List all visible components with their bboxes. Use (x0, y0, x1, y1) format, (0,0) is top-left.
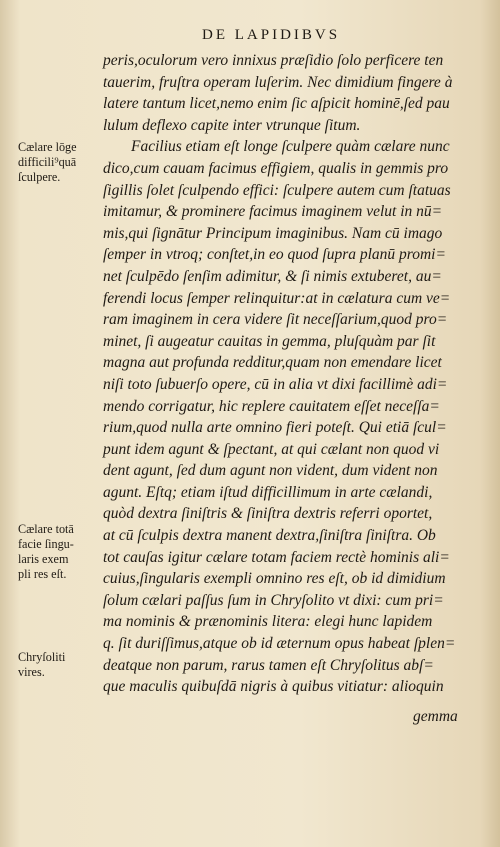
margin-note-line: ſculpere. (18, 170, 61, 184)
margin-note-line: Cælare lōge (18, 140, 77, 154)
text-line: Facilius etiam eſt longe ſculpere quàm cælare nunc (131, 138, 450, 156)
text-line: mendo corrigatur, hic replere cauitatem eſſet neceſſa= (103, 397, 440, 415)
text-line: tot cauſas igitur cælare totam faciem rectè hominis ali= (103, 548, 450, 566)
text-line: net ſculpēdo ſenſim adimitur, & ſi nimis extuberet, au= (103, 267, 442, 285)
running-head: DE LAPIDIBVS (202, 27, 341, 43)
text-line: dent agunt, ſed dum agunt non vident, dum vident non (103, 462, 438, 480)
text-line: mis,qui ſignātur Principum imaginibus. Nam cū imago (103, 224, 443, 242)
margin-note-caelare-longe (18, 140, 102, 185)
text-line: imitamur, & prominere facimus imaginem velut in nū= (103, 203, 443, 221)
text-line: minet, ſi augeatur cauitas in gemma, pluſquàm par ſit (103, 332, 436, 350)
text-line: cuius,ſingularis exempli omnino res eſt, ob id dimidium (103, 570, 446, 588)
margin-note-line: vires. (18, 665, 45, 679)
margin-note-caelare-totam (18, 522, 102, 582)
text-line: dico,cum cauam facimus effigiem, qualis in gemmis pro (103, 159, 449, 177)
text-line: tauerim, fruſtra operam luſerim. Nec dimidium fingere à (103, 73, 453, 91)
text-line: ferendi locus ſemper relinquitur:at in cælatura cum ve= (103, 289, 451, 307)
text-line: quòd dextra ſiniſtris & ſiniſtra dextris referri oportet, (103, 505, 433, 523)
text-line: niſi toto ſubuerſo opere, cū in alia vt dixi facillimè adi= (103, 375, 448, 393)
text-line: ſemper in vtroq; conſtet,in eo quod ſupra planū promi= (103, 246, 446, 264)
text-line: lulum deflexo capite inter vtrunque ſitum. (103, 116, 361, 134)
text-line: q. ſit duriſſimus,atque ob id æternum opus habeat ſplen= (103, 635, 456, 653)
text-line: ma nominis & prænominis litera: elegi hunc lapidem (103, 613, 433, 631)
main-text-block (103, 50, 475, 698)
catchword: gemma (413, 708, 458, 725)
margin-note-line: Chryſoliti (18, 650, 66, 664)
text-line: peris,oculorum vero innixus præſidio ſolo perficere ten (103, 52, 444, 69)
text-line: ſolum cælari paſſus ſum in Chryſolito vt dixi: cum pri= (103, 591, 444, 609)
text-line: rium,quod nulla arte omnino fieri poteſt. Qui etiā ſcul= (103, 419, 447, 437)
margin-note-line: pli res eſt. (18, 567, 67, 581)
margin-note-line: laris exem (18, 552, 69, 566)
text-line: ſigillis ſolet ſculpendo effici: ſculpere autem cum ſtatuas (103, 181, 451, 199)
margin-note-line: facie ſingu- (18, 537, 74, 551)
margin-note-line: difficili⁹quā (18, 155, 77, 169)
text-line: punt idem agunt & ſpectant, at qui cælant non quod vi (103, 440, 440, 458)
text-line: que maculis quibuſdā nigris à quibus vitiatur: alioquin (103, 678, 444, 696)
text-line: magna aut profunda redditur,quam non emendare licet (103, 354, 442, 372)
text-line: ram imaginem in cera videre ſit neceſſarium,quod pro= (103, 311, 448, 329)
text-line: deatque non parum, rarus tamen eſt Chryſolitus abſ= (103, 656, 434, 674)
text-line: agunt. Eſtq; etiam iſtud difficillimum in arte cælandi, (103, 483, 433, 501)
margin-note-chrysoliti (18, 650, 102, 680)
text-line: at cū ſculpis dextra manent dextra,ſiniſtra ſiniſtra. Ob (103, 527, 436, 545)
margin-note-line: Cælare totā (18, 522, 74, 536)
text-line: latere tantum licet,nemo enim ſic aſpicit hominē,ſed pau (103, 95, 450, 113)
